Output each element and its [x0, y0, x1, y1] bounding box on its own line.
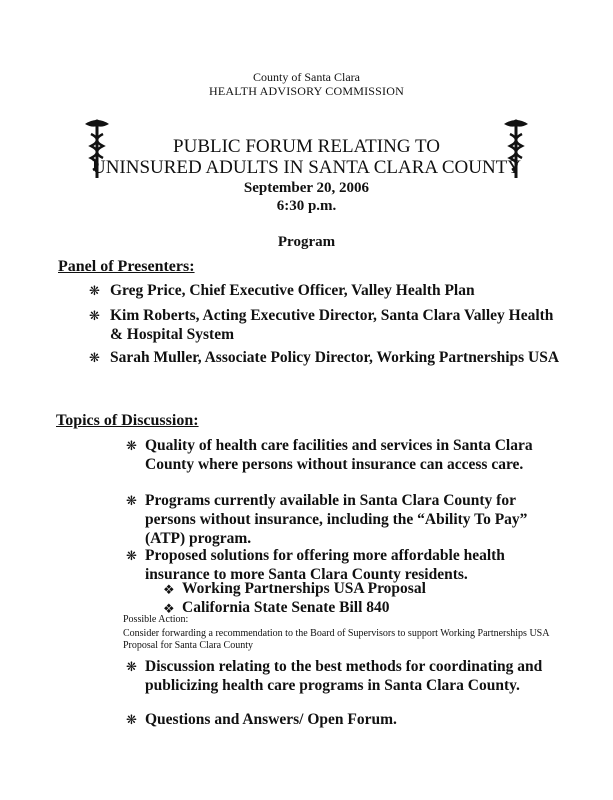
- program-label: Program: [277, 234, 336, 250]
- asterisk-flower-icon: ❋: [126, 493, 137, 508]
- possible-action-label: Possible Action:: [123, 614, 189, 625]
- organization-name: County of Santa Clara: [253, 70, 360, 84]
- event-date: September 20, 2006: [243, 180, 370, 196]
- asterisk-flower-icon: ❋: [126, 438, 137, 453]
- title-line-1: PUBLIC FORUM RELATING TO: [173, 136, 440, 157]
- topic-item: Proposed solutions for offering more affordable health insurance to more Santa Clara County residents.: [145, 547, 505, 583]
- possible-action-text: Consider forwarding a recommendation to the Board of Supervisors to support Working Partnerships USA Proposal for Santa Clara County: [123, 628, 549, 651]
- title-line-2: UNINSURED ADULTS IN SANTA CLARA COUNTY: [91, 157, 521, 178]
- asterisk-flower-icon: ❋: [126, 712, 137, 727]
- topic-item: Questions and Answers/ Open Forum.: [145, 711, 397, 728]
- asterisk-flower-icon: ❋: [89, 283, 100, 298]
- presenter-item: Greg Price, Chief Executive Officer, Valley Health Plan: [110, 282, 475, 299]
- asterisk-flower-icon: ❋: [89, 308, 100, 323]
- presenter-item: Kim Roberts, Acting Executive Director, Santa Clara Valley Health & Hospital System: [110, 307, 554, 343]
- asterisk-flower-icon: ❋: [126, 659, 137, 674]
- sub-item: Working Partnerships USA Proposal: [182, 580, 426, 597]
- commission-name: HEALTH ADVISORY COMMISSION: [208, 84, 404, 98]
- panel-heading: Panel of Presenters:: [58, 258, 195, 275]
- event-time: 6:30 p.m.: [276, 198, 337, 214]
- presenter-item: Sarah Muller, Associate Policy Director, Working Partnerships USA: [110, 349, 560, 366]
- topic-item: Discussion relating to the best methods for coordinating and publicizing health care programs in Santa Clara County.: [145, 658, 543, 694]
- topics-heading: Topics of Discussion:: [56, 412, 199, 429]
- topic-item: Quality of health care facilities and services in Santa Clara County where persons without insurance can access care.: [145, 437, 533, 473]
- diamond-cross-icon: ❖: [163, 582, 175, 597]
- diamond-cross-icon: ❖: [163, 601, 175, 616]
- asterisk-flower-icon: ❋: [126, 548, 137, 563]
- sub-item: California State Senate Bill 840: [182, 599, 390, 616]
- topic-item: Programs currently available in Santa Clara County for persons without insurance, including the “Ability To Pay” (ATP) program.: [145, 492, 528, 547]
- asterisk-flower-icon: ❋: [89, 350, 100, 365]
